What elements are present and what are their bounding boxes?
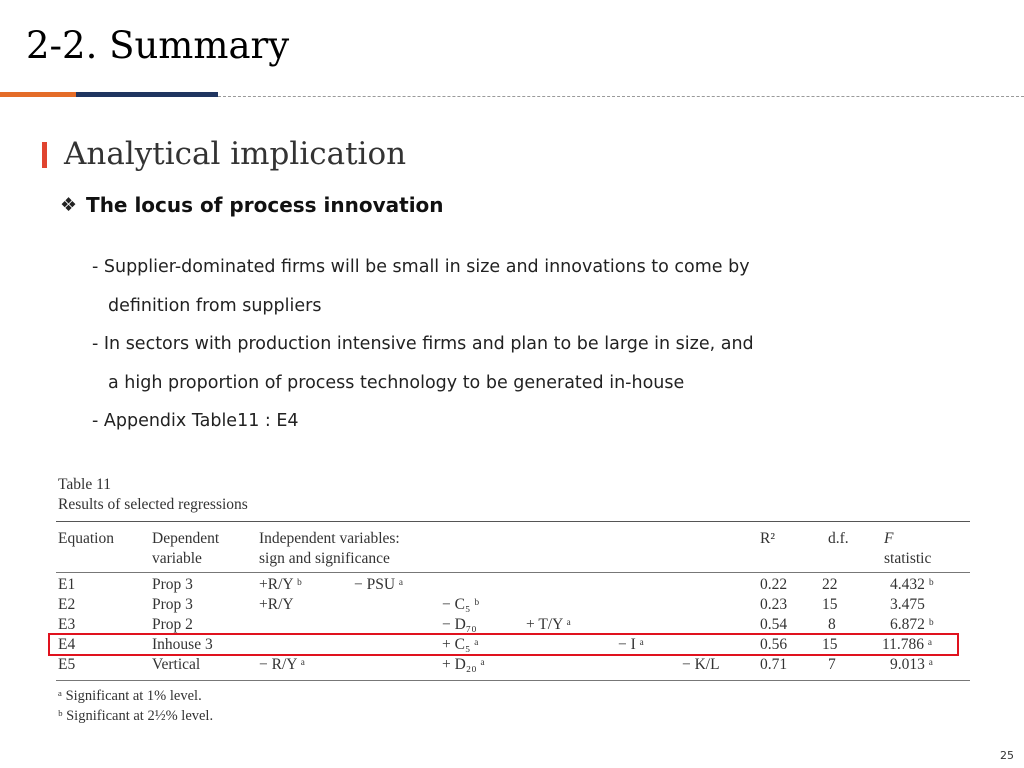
row-var: − D₇₀ [442, 616, 477, 633]
body-line: - Supplier-dominated firms will be small in size and innovations to come by [92, 257, 750, 277]
slide-title: 2-2. Summary [26, 24, 290, 67]
row-dependent: Prop 3 [152, 596, 193, 613]
header-df: d.f. [828, 530, 849, 547]
row-dependent: Inhouse 3 [152, 636, 213, 653]
header-f: F [884, 530, 894, 547]
row-var: − I ᵃ [618, 636, 644, 653]
row-equation: E4 [58, 636, 76, 653]
footnote: ᵃ Significant at 1% level. [58, 688, 202, 704]
header-r2: R² [760, 530, 775, 547]
title-rule-navy [76, 92, 218, 97]
highlight-box [48, 633, 959, 656]
row-f: 3.475 [890, 596, 925, 613]
row-var: + C₅ ᵃ [442, 636, 479, 653]
body-line: definition from suppliers [108, 295, 322, 316]
row-var: + T/Y ᵃ [526, 616, 571, 633]
row-df: 22 [822, 576, 838, 593]
row-df: 7 [828, 656, 836, 673]
bullet-heading-text: The locus of process innovation [86, 193, 444, 217]
row-r2: 0.71 [760, 656, 788, 673]
header-dependent-2: variable [152, 550, 202, 567]
row-var: +R/Y [259, 596, 294, 613]
row-var: − PSU ᵃ [354, 576, 404, 593]
row-r2: 0.22 [760, 576, 788, 593]
header-f-2: statistic [884, 550, 932, 567]
row-equation: E2 [58, 596, 76, 613]
row-dependent: Vertical [152, 656, 201, 673]
section-marker-bar [42, 142, 47, 168]
row-df: 15 [822, 596, 838, 613]
row-equation: E1 [58, 576, 76, 593]
row-f: 4.432 ᵇ [890, 576, 934, 593]
header-independent-2: sign and significance [259, 550, 390, 567]
row-equation: E3 [58, 616, 76, 633]
table-caption: Table 11 [58, 476, 112, 493]
bullet-heading [60, 193, 444, 217]
row-var: − R/Y ᵃ [259, 656, 305, 673]
row-equation: E5 [58, 656, 76, 673]
row-dependent: Prop 2 [152, 616, 193, 633]
row-r2: 0.23 [760, 596, 788, 613]
table-header-rule [56, 572, 970, 573]
title-rule-orange [0, 92, 76, 97]
header-independent: Independent variables: [259, 530, 400, 547]
row-df: 8 [828, 616, 836, 633]
section-title: Analytical implication [64, 136, 407, 172]
row-r2: 0.56 [760, 636, 788, 653]
row-var: + D₂₀ ᵃ [442, 656, 485, 673]
body-line: a high proportion of process technology to be generated in-house [108, 372, 685, 393]
body-text [92, 253, 754, 446]
page-number: 25 [1000, 749, 1014, 762]
regression-table-image [56, 476, 976, 732]
body-line: - Appendix Table11 : E4 [92, 411, 299, 431]
table-top-rule [56, 521, 970, 522]
header-equation: Equation [58, 530, 114, 547]
row-dependent: Prop 3 [152, 576, 193, 593]
row-f: 6.872 ᵇ [890, 616, 934, 633]
row-r2: 0.54 [760, 616, 788, 633]
diamond-bullet-icon: ❖ [60, 194, 78, 216]
row-var: − K/L [682, 656, 720, 673]
row-f: 9.013 ᵃ [890, 656, 933, 673]
header-dependent: Dependent [152, 530, 220, 547]
footnote: ᵇ Significant at 2½% level. [58, 708, 214, 724]
row-f: 11.786 ᵃ [882, 636, 933, 653]
table-bottom-rule [56, 680, 970, 681]
body-line: - In sectors with production intensive firms and plan to be large in size, and [92, 334, 754, 354]
row-var: +R/Y ᵇ [259, 576, 302, 593]
title-rule-dotted [218, 96, 1024, 97]
row-var: − C₅ ᵇ [442, 596, 480, 613]
table-subcaption: Results of selected regressions [58, 496, 248, 513]
row-df: 15 [822, 636, 838, 653]
